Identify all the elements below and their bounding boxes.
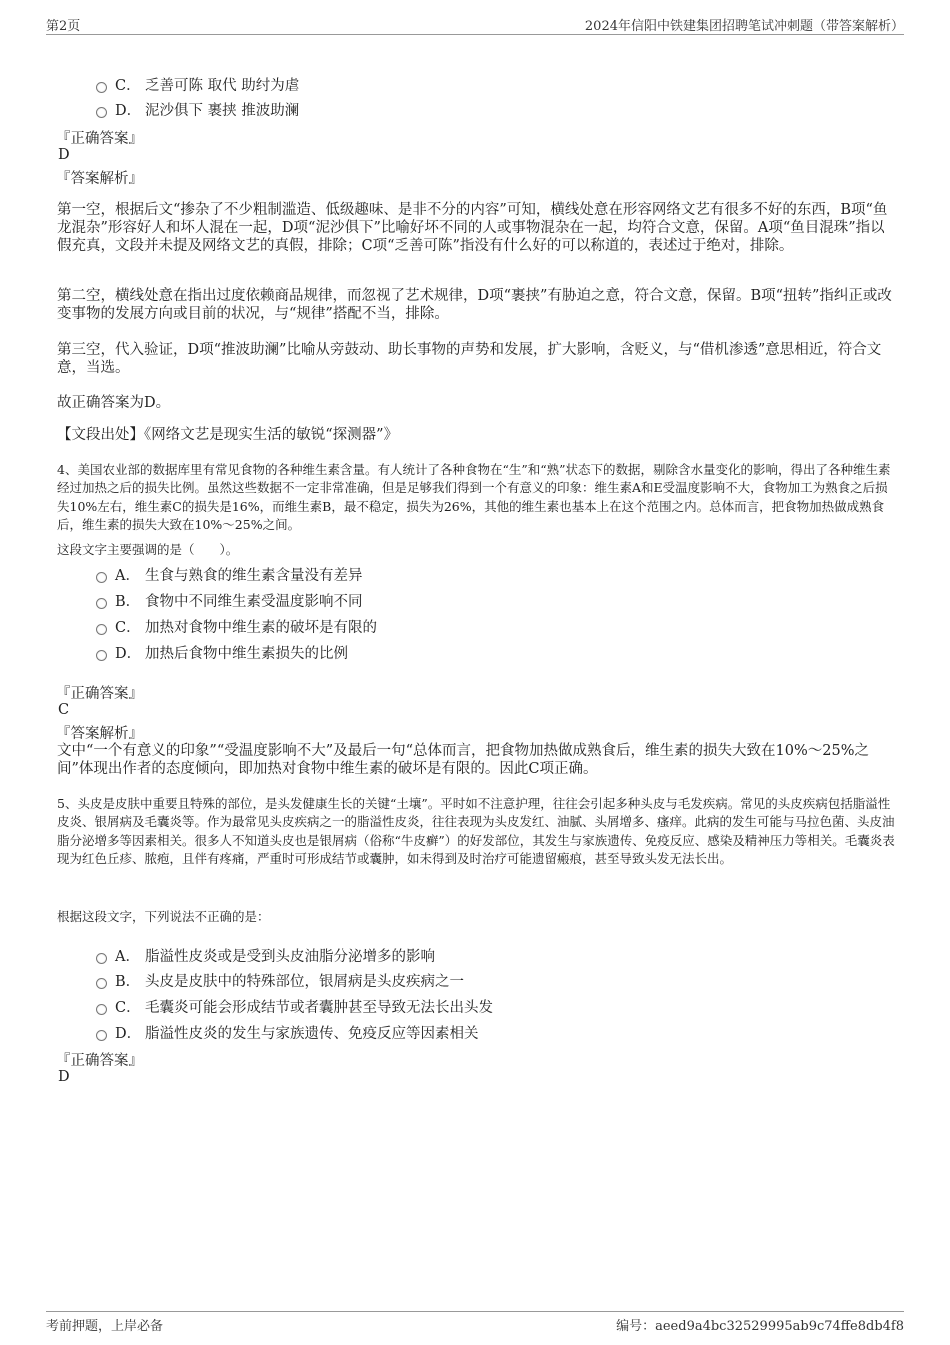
q3-analysis-p4: 故正确答案为D。: [57, 395, 171, 411]
q3-answer: D: [58, 147, 70, 163]
q4-analysis-label: 『答案解析』: [56, 726, 143, 742]
q3-analysis-label: 『答案解析』: [56, 171, 143, 187]
q5-option-a[interactable]: A． 脂溢性皮炎或是受到头皮油脂分泌增多的影响: [96, 945, 435, 967]
page-footer: [46, 1311, 904, 1332]
radio-icon[interactable]: [96, 572, 107, 583]
q3-source: 【文段出处】《网络文艺是现实生活的敏锐“探测器”》: [57, 427, 399, 443]
q4-answer-label: 『正确答案』: [56, 686, 143, 702]
page-number: 第2页: [46, 19, 81, 34]
q4-analysis: 文中“一个有意义的印象”“受温度影响不大”及最后一句“总体而言，把食物加热做成熟食后，维生素的损失大致在10%～25%之间”体现出作者的态度倾向，即加热对食物中维生素的破坏是有限的。因此C项正确。: [57, 743, 870, 777]
q4-option-a[interactable]: A． 生食与熟食的维生素含量没有差异: [96, 564, 363, 586]
radio-icon[interactable]: [96, 1030, 107, 1041]
q3-option-d[interactable]: D． 泥沙俱下 裹挟 推波助澜: [96, 99, 299, 121]
radio-icon[interactable]: [96, 1004, 107, 1015]
q5-prompt: 根据这段文字，下列说法不正确的是：: [57, 909, 270, 924]
radio-icon[interactable]: [96, 107, 107, 118]
q3-analysis-p1: 第一空，根据后文“掺杂了不少粗制滥造、低级趣味、是非不分的内容”可知，横线处意在形容网络文艺有很多不好的东西，B项“鱼龙混杂”形容好人和坏人混在一起，D项“泥沙俱下”比喻好坏不同的人或事物混杂在一起，均符合文意，保留。A项“鱼目混珠”指以假充真，文段并未提及网络文艺的真假，排除；C项“乏善可陈”指没有什么好的可以称道的，表述过于绝对，排除。: [57, 202, 888, 254]
q5-option-c[interactable]: C． 毛囊炎可能会形成结节或者囊肿甚至导致无法长出头发: [96, 996, 493, 1018]
q5-option-b[interactable]: B． 头皮是皮肤中的特殊部位，银屑病是头皮疾病之一: [96, 970, 464, 992]
radio-icon[interactable]: [96, 598, 107, 609]
footer-slogan: 考前押题，上岸必备: [46, 1319, 164, 1334]
document-id: 编号：aeed9a4bc32529995ab9c74ffe8db4f8: [616, 1319, 904, 1334]
q5-option-d[interactable]: D． 脂溢性皮炎的发生与家族遗传、免疫反应等因素相关: [96, 1022, 479, 1044]
q3-analysis-p3: 第三空，代入验证，D项“推波助澜”比喻从旁鼓动、助长事物的声势和发展，扩大影响，含贬义，与“借机渗透”意思相近，符合文意，当选。: [57, 342, 882, 376]
q5-answer-label: 『正确答案』: [56, 1053, 143, 1069]
radio-icon[interactable]: [96, 82, 107, 93]
q4-prompt: 这段文字主要强调的是（ ）。: [57, 542, 239, 557]
radio-icon[interactable]: [96, 953, 107, 964]
document-title: 2024年信阳中铁建集团招聘笔试冲刺题（带答案解析）: [584, 19, 904, 34]
radio-icon[interactable]: [96, 650, 107, 661]
q4-option-d[interactable]: D． 加热后食物中维生素损失的比例: [96, 642, 348, 664]
q3-answer-label: 『正确答案』: [56, 131, 143, 147]
page-header: [46, 14, 904, 35]
radio-icon[interactable]: [96, 978, 107, 989]
q3-option-c[interactable]: C． 乏善可陈 取代 助纣为虐: [96, 74, 299, 96]
radio-icon[interactable]: [96, 624, 107, 635]
q4-option-c[interactable]: C． 加热对食物中维生素的破坏是有限的: [96, 616, 377, 638]
q3-analysis-p2: 第二空，横线处意在指出过度依赖商品规律，而忽视了艺术规律，D项“裹挟”有胁迫之意，符合文意，保留。B项“扭转”指纠正或改变事物的发展方向或目前的状况，与“规律”搭配不当，排除。: [57, 288, 892, 322]
q4-answer: C: [58, 702, 70, 718]
q4-option-b[interactable]: B． 食物中不同维生素受温度影响不同: [96, 590, 363, 612]
q4-stem: 4、美国农业部的数据库里有常见食物的各种维生素含量。有人统计了各种食物在“生”和“熟”状态下的数据，剔除含水量变化的影响，得出了各种维生素经过加热之后的损失比例。虽然这些数据不一定非常准确，但是足够我们得到一个有意义的印象：维生素A和E受温度影响不大，食物加工为熟食之后损失10%左右，维生素C的损失是16%，而维生素B，最不稳定，损失为26%，其他的维生素也基本上在这个范围之内。总体而言，把食物加热做成熟食后，维生素的损失大致在10%～25%之间。: [57, 462, 891, 532]
q5-stem: 5、头皮是皮肤中重要且特殊的部位，是头发健康生长的关键“土壤”。平时如不注意护理，往往会引起多种头皮与毛发疾病。常见的头皮疾病包括脂溢性皮炎、银屑病及毛囊炎等。作为最常见头皮疾病之一的脂溢性皮炎，往往表现为头皮发红、油腻、头屑增多、瘙痒。此病的发生可能与马拉色菌、头皮油脂分泌增多等因素相关。很多人不知道头皮也是银屑病（俗称“牛皮癣”）的好发部位，其发生与家族遗传、免疫反应、感染及精神压力等相关。毛囊炎表现为红色丘疹、脓疱，且伴有疼痛，严重时可形成结节或囊肿，如未得到及时治疗可能遗留瘢痕，甚至导致头发无法长出。: [57, 796, 895, 866]
q5-answer: D: [58, 1069, 70, 1085]
